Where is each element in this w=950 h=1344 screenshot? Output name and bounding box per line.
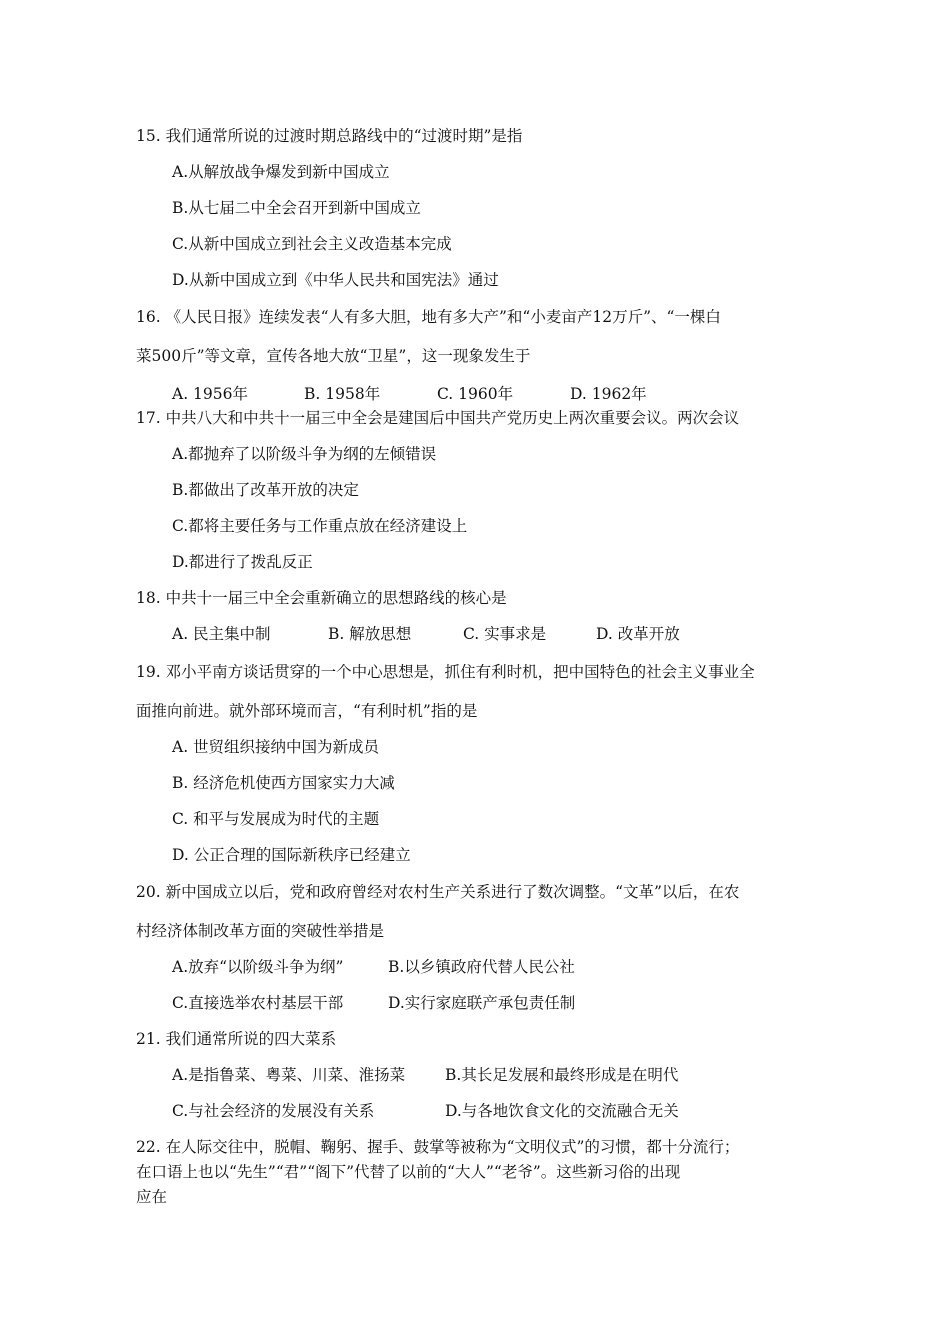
question-22-stem-cont2: 应在 — [136, 1188, 168, 1206]
question-17-option-a: A.都抛弃了以阶级斗争为纲的左倾错误 — [172, 445, 437, 463]
question-18-option-a: A. 民主集中制 — [172, 625, 271, 643]
question-19-option-a: A. 世贸组织接纳中国为新成员 — [172, 738, 380, 756]
question-20-option-d: D.实行家庭联产承包责任制 — [388, 994, 576, 1012]
question-21-stem: 21. 我们通常所说的四大菜系 — [136, 1030, 337, 1048]
question-20-stem-cont: 村经济体制改革方面的突破性举措是 — [136, 922, 385, 940]
question-16-option-c: C. 1960年 — [437, 385, 514, 403]
question-15-option-a: A.从解放战争爆发到新中国成立 — [172, 163, 390, 181]
question-21-option-a: A.是指鲁菜、粤菜、川菜、淮扬菜 — [172, 1066, 406, 1084]
question-21-option-c: C.与社会经济的发展没有关系 — [172, 1102, 375, 1120]
question-21-option-d: D.与各地饮食文化的交流融合无关 — [445, 1102, 679, 1120]
question-16-option-b: B. 1958年 — [304, 385, 381, 403]
question-16-stem-cont: 菜500斤”等文章，宣传各地大放“卫星”，这一现象发生于 — [136, 347, 531, 365]
question-16-option-a: A. 1956年 — [172, 385, 248, 403]
question-19-stem-cont: 面推向前进。就外部环境而言，“有利时机”指的是 — [136, 702, 478, 720]
question-22-stem: 22. 在人际交往中，脱帽、鞠躬、握手、鼓掌等被称为“文明仪式”的习惯，都十分流行； — [136, 1138, 740, 1156]
question-17-option-b: B.都做出了改革开放的决定 — [172, 481, 359, 499]
question-19-option-b: B. 经济危机使西方国家实力大减 — [172, 774, 395, 792]
question-20-option-c: C.直接选举农村基层干部 — [172, 994, 344, 1012]
question-19-option-d: D. 公正合理的国际新秩序已经建立 — [172, 846, 411, 864]
question-22-stem-cont: 在口语上也以“先生”“君”“阁下”代替了以前的“大人”“老爷”。这些新习俗的出现 — [136, 1163, 681, 1181]
question-15-option-b: B.从七届二中全会召开到新中国成立 — [172, 199, 421, 217]
question-15-option-c: C.从新中国成立到社会主义改造基本完成 — [172, 235, 452, 253]
question-17-stem: 17. 中共八大和中共十一届三中全会是建国后中国共产党历史上两次重要会议。两次会议 — [136, 409, 740, 427]
question-20-option-b: B.以乡镇政府代替人民公社 — [388, 958, 575, 976]
question-16-stem: 16. 《人民日报》连续发表“人有多大胆，地有多大产”和“小麦亩产12万斤”、“一棵白 — [136, 308, 721, 326]
question-19-option-c: C. 和平与发展成为时代的主题 — [172, 810, 380, 828]
question-18-stem: 18. 中共十一届三中全会重新确立的思想路线的核心是 — [136, 589, 507, 607]
question-20-option-a: A.放弃“以阶级斗争为纲” — [172, 958, 344, 976]
question-19-stem: 19. 邓小平南方谈话贯穿的一个中心思想是，抓住有利时机，把中国特色的社会主义事业全 — [136, 663, 755, 681]
question-15-option-d: D.从新中国成立到《中华人民共和国宪法》通过 — [172, 271, 499, 289]
question-21-option-b: B.其长足发展和最终形成是在明代 — [445, 1066, 679, 1084]
question-20-stem: 20. 新中国成立以后，党和政府曾经对农村生产关系进行了数次调整。“文革”以后，在农 — [136, 883, 740, 901]
question-18-option-d: D. 改革开放 — [596, 625, 680, 643]
question-15-stem: 15. 我们通常所说的过渡时期总路线中的“过渡时期”是指 — [136, 127, 523, 145]
question-17-option-d: D.都进行了拨乱反正 — [172, 553, 313, 571]
question-18-option-b: B. 解放思想 — [328, 625, 412, 643]
question-18-option-c: C. 实事求是 — [463, 625, 547, 643]
question-17-option-c: C.都将主要任务与工作重点放在经济建设上 — [172, 517, 468, 535]
question-16-option-d: D. 1962年 — [570, 385, 647, 403]
